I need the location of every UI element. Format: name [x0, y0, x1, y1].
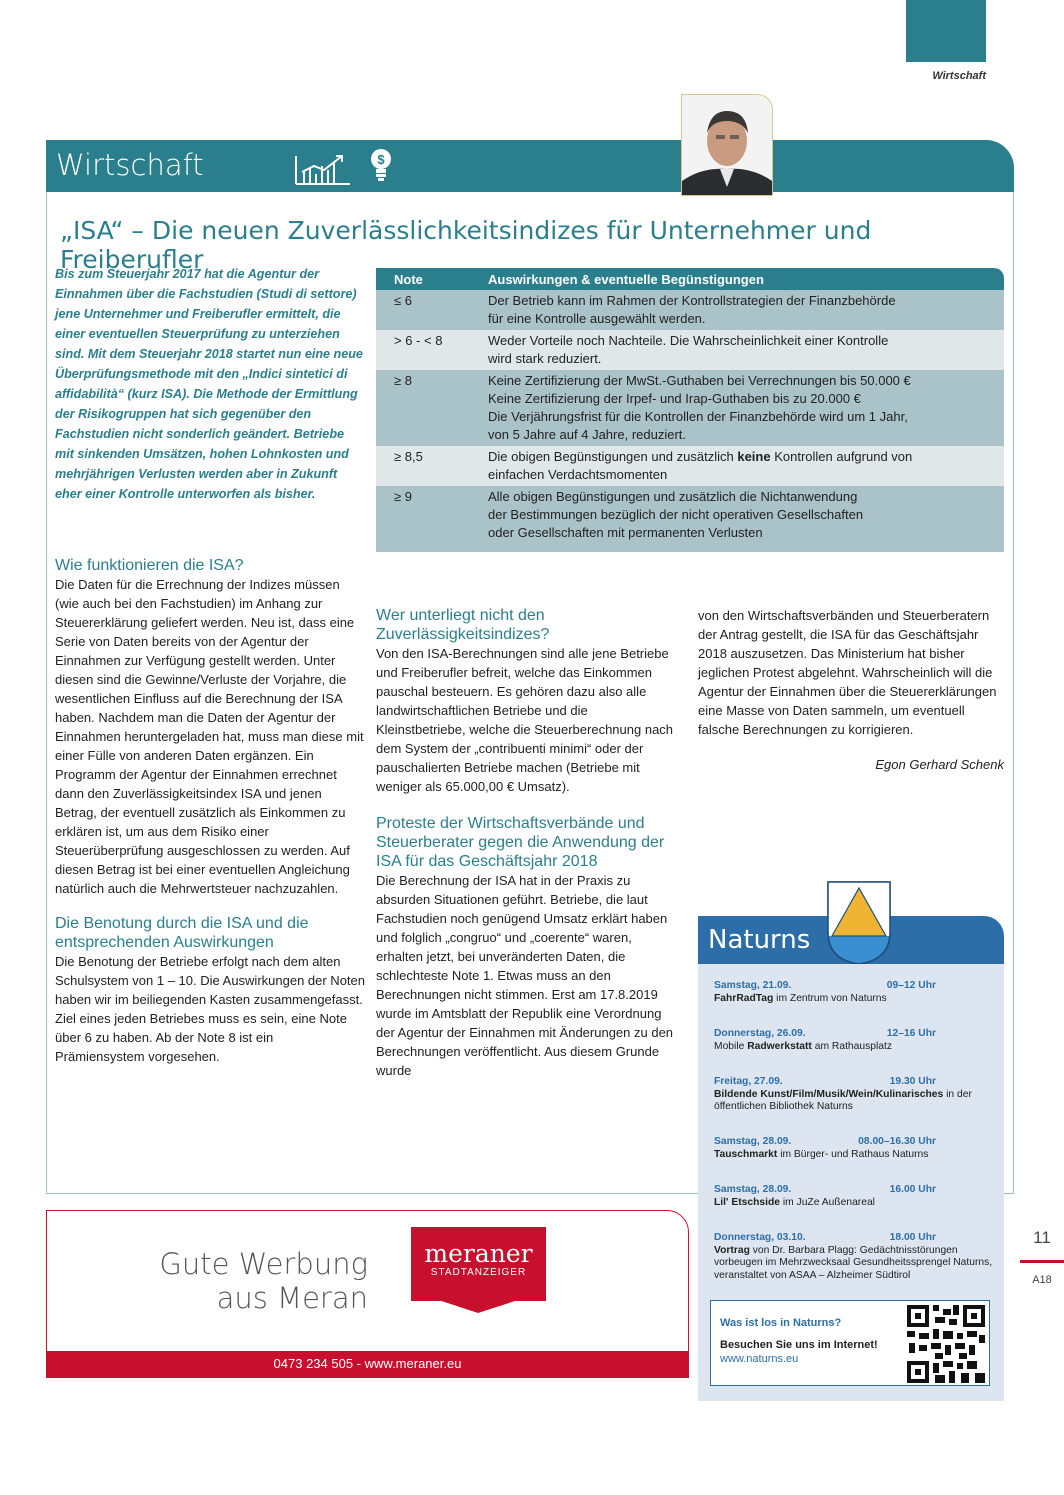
chart-icon [294, 152, 356, 186]
table-cell-effect: Der Betrieb kann im Rahmen der Kontrollstrategien der Finanzbehörde für eine Kontrolle ausgewählt werden. [488, 290, 1004, 330]
table-header-note: Note [376, 268, 488, 290]
page-code: A18 [1032, 1274, 1052, 1286]
author-portrait [681, 94, 773, 196]
section-heading-functioning: Wie funktionieren die ISA? [55, 557, 244, 574]
website-box-title: Was ist los in Naturns? [720, 1317, 842, 1329]
event-item: Donnerstag, 26.09. 12–16 Uhr Mobile Radwerkstatt am Rathausplatz [714, 1028, 936, 1052]
table-cell-effect: Alle obigen Begünstigungen und zusätzlich die Nichtanwendung der Bestimmungen bezüglich der nicht operativen Gesellschaften oder Gesellschaften mit permanenten Verlusten [488, 486, 1004, 552]
section-body-exempt: Von den ISA-Berechnungen sind alle jene Betriebe und Freiberufler befreit, welche das Einkommen pauschal besteuern. Es gehören dazu also alle landwirtschaftlichen Betriebe und die Kleinstbetriebe, welche die Steuerberechnung nach dem System der „contribuenti minimi“ oder der pauschalierten Betriebe machen (Betriebe mit weniger als 65.000,00 € Umsatz). [376, 646, 674, 794]
table-row [376, 370, 1004, 446]
page-number: 11 [1033, 1228, 1051, 1247]
article-intro: Bis zum Steuerjahr 2017 hat die Agentur der Einnahmen über die Fachstudien (Studi di settore) jene Unternehmer und Freiberufler ermittelt, die einer eventuellen Steuerprüfung zu unterziehen sind. Mit dem Steuerjahr 2018 startet nun eine neue Überprüfungsmethode mit den „Indici sintetici di affidabilità“ (kurz ISA). Die Methode der Ermittlung der Risikogruppen hat sich gegenüber den Fachstudien nicht sonderlich geändert. Betriebe mit sinkenden Umsätzen, hohen Lohnkosten und mehrjährigen Verlusten werden aber in Zukunft eher einer Kontrolle unterworfen als bisher. [55, 267, 363, 501]
isa-grading-table [376, 268, 1004, 552]
event-item: Samstag, 28.09. 16.00 Uhr Lil' Etschside im JuZe Außenareal [714, 1184, 936, 1208]
article-headline: „ISA“ – Die neuen Zuverlässlichkeitsindizes für Unternehmer und Freiberufler [60, 216, 872, 274]
naturns-website-box[interactable] [710, 1300, 990, 1386]
section-label: Wirtschaft [932, 70, 986, 82]
table-row [376, 446, 1004, 486]
section-body-protests: Die Berechnung der ISA hat in der Praxis zu absurden Situationen geführt. Betriebe, die laut Fachstudien noch genügend Umsatz erklärt haben und folglich „congruo“ und „coerente“ waren, erhalten jetzt, bei unveränderten Daten, die schlechteste Note 1. Etwas muss an den Berechnungen nicht stimmen. Erst am 17.8.2019 wurde im Amtsblatt der Republik eine Verordnung der Agentur der Einnahmen mit Änderungen zu den Berechnungen veröffentlicht. Aus diesem Grunde wurde [376, 873, 674, 1078]
table-row [376, 330, 1004, 370]
table-cell-note: ≥ 8 [376, 370, 488, 446]
column-right [698, 606, 1004, 774]
table-cell-note: ≤ 6 [376, 290, 488, 330]
event-item: Donnerstag, 03.10. 18.00 Uhr Vortrag von Dr. Barbara Plagg: Gedächtnisstörungen vorbeugen im Mehrzwecksaal Gesundheitssprengel Naturns, veranstaltet von ASAA – Alzheimer Südtirol [714, 1232, 993, 1281]
table-cell-note: > 6 - < 8 [376, 330, 488, 370]
table-cell-effect: Weder Vorteile noch Nachteile. Die Wahrscheinlichkeit einer Kontrolle wird stark reduziert. [488, 330, 1004, 370]
table-header-effects: Auswirkungen & eventuelle Begünstigungen [488, 268, 1004, 290]
website-box-text: Besuchen Sie uns im Internet! [720, 1339, 878, 1351]
article-author: Egon Gerhard Schenk [875, 757, 1004, 772]
website-link[interactable]: www.naturns.eu [720, 1353, 799, 1365]
table-cell-effect: Keine Zertifizierung der MwSt.-Guthaben bei Verrechnungen bis 50.000 € Keine Zertifizierung der Irpef- und Irap-Guthaben bis zu 20.000 € Die Verjährungsfrist für die Kontrollen der Finanzbehörde wird um 1 Jahr, von 5 Jahre auf 4 Jahre, reduziert. [488, 370, 1004, 446]
section-body-grading: Die Benotung der Betriebe erfolgt nach dem alten Schulsystem von 1 – 10. Die Auswirkungen der Noten haben wir im beiliegenden Kasten zusammengefasst. Ziel eines jeden Betriebes muss es sein, eine Note über 6 zu haben. Ab der Note 8 ist ein Prämiensystem vorgesehen. [55, 954, 366, 1064]
table-cell-note: ≥ 9 [376, 486, 488, 552]
qr-code-icon[interactable] [905, 1303, 987, 1385]
lightbulb-icon [368, 146, 396, 186]
advertisement-meraner[interactable] [46, 1210, 689, 1378]
section-heading-protests: Proteste der Wirtschaftsverbände und Steuerberater gegen die Anwendung der ISA für das Geschäftsjahr 2018 [376, 815, 665, 870]
section-heading-exempt: Wer unterliegt nicht den Zuverlässigkeitsindizes? [376, 607, 550, 643]
table-cell-effect: Die obigen Begünstigungen und zusätzlich keine Kontrollen aufgrund von einfachen Verdachtsmomenten [488, 446, 1004, 486]
table-row [376, 290, 1004, 330]
table-row [376, 486, 1004, 552]
section-banner [46, 140, 1014, 192]
event-item: Freitag, 27.09. 19.30 Uhr Bildende Kunst/Film/Musik/Wein/Kulinarisches in der öffentlichen Bibliothek Naturns [714, 1076, 972, 1112]
column-middle [376, 606, 678, 1080]
meraner-logo-subtext: STADTANZEIGER [430, 1267, 527, 1278]
page-number-divider [1020, 1260, 1064, 1263]
meraner-logo-text: meraner [424, 1239, 533, 1268]
table-cell-note: ≥ 8,5 [376, 446, 488, 486]
naturns-title: Naturns [708, 925, 811, 955]
section-body-continued: von den Wirtschaftsverbänden und Steuerberatern der Antrag gestellt, die ISA für das Geschäftsjahr 2018 auszusetzen. Das Ministerium hat bisher jeglichen Protest abgelehnt. Wahrscheinlich will die Agentur der Einnahmen über die Steuererklärungen eine Masse von Daten sammeln, um eventuell falsche Berechnungen zu korrigieren. [698, 608, 997, 737]
ad-footer[interactable]: 0473 234 505 - www.meraner.eu [47, 1351, 688, 1377]
column-left [55, 556, 365, 1066]
event-item: Samstag, 21.09. 09–12 Uhr FahrRadTag im Zentrum von Naturns [714, 980, 936, 1004]
svg-text:$: $ [377, 152, 385, 167]
event-item: Samstag, 28.09. 08.00–16.30 Uhr Tauschmarkt im Bürger- und Rathaus Naturns [714, 1136, 936, 1160]
section-body-functioning: Die Daten für die Errechnung der Indizes müssen (wie auch bei den Fachstudien) im Anhang zur Steuererklärung geliefert werden. Neu ist, dass eine Serie von Daten bereits von der Agentur der Einnahmen zur Verfügung gestellt werden. Unter diesen sind die Gewinne/Verluste der Vorjahre, die wesentlichen Einfluss auf die Berechnung der ISA haben. Nachdem man die Daten der Agentur der Einnahmen heruntergeladen hat, muss man diese mit einer Fülle von anderen Daten ergänzen. Ein Programm der Agentur der Einnahmen errechnet dann den Zuverlässigkeitsindex ISA und jenen Betrag, der eventuell zusätzlich als Einkommen zu erklären ist, um aus dem Risiko einer Steuerüberprüfung ausgeschlossen zu werden. Auf diesen Betrag ist bei einer eventuellen Angleichung natürlich auch die Mehrwertsteuer nachzuzahlen. [55, 577, 364, 896]
meraner-logo [411, 1227, 546, 1301]
section-heading-grading: Die Benotung durch die ISA und die entsprechenden Auswirkungen [55, 915, 309, 951]
naturns-coat-of-arms [826, 880, 892, 966]
ad-slogan: Gute Werbung aus Meran [159, 1247, 368, 1315]
table-header-row [376, 268, 1004, 290]
top-section-tab [906, 0, 986, 62]
banner-title: Wirtschaft [56, 148, 204, 182]
